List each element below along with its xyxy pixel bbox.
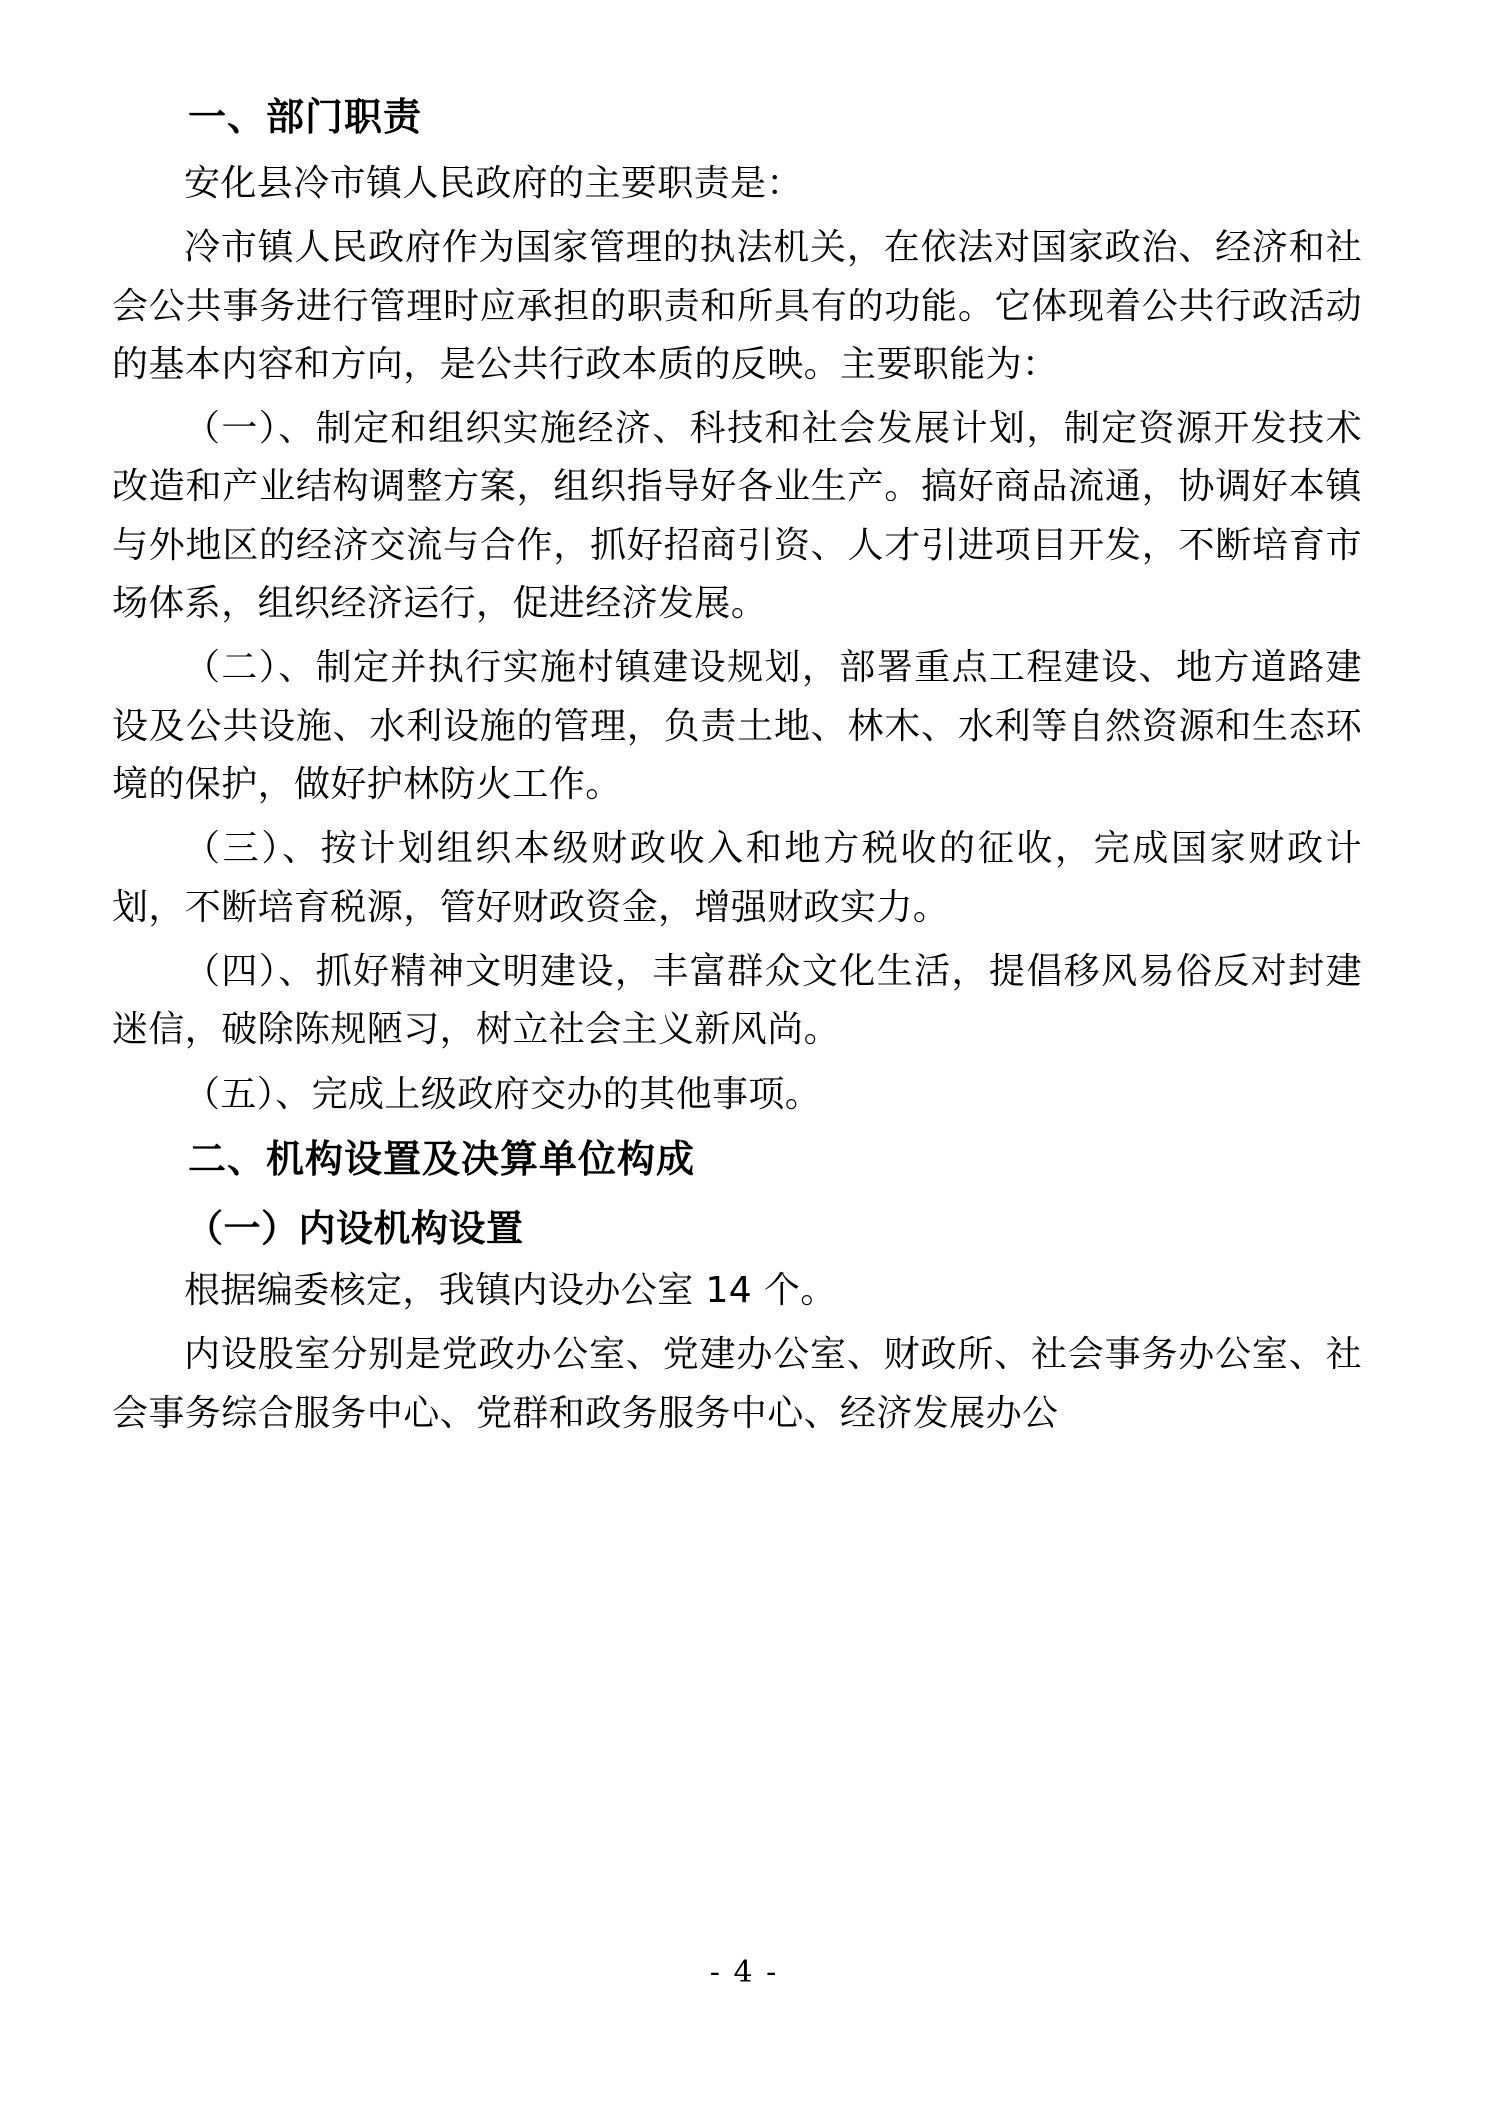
section-heading-duties: 一、部门职责 <box>188 95 423 139</box>
paragraph-office-list: 内设股室分别是党政办公室、党建办公室、财政所、社会事务办公室、社会事务综合服务中心、党群和政务服务中心、经济发展办公 <box>112 1334 1362 1434</box>
paragraph-item-3: （三）、按计划组织本级财政收入和地方税收的征收，完成国家财政计划，不断培育税源，管好财政资金，增强财政实力。 <box>112 828 1362 928</box>
paragraph-office-count: 根据编委核定，我镇内设办公室 14 个。 <box>184 1269 837 1311</box>
paragraph-item-4: （四）、抓好精神文明建设，丰富群众文化生活，提倡移风易俗反对封建迷信，破除陈规陋习，树立社会主义新风尚。 <box>112 950 1362 1051</box>
document-body <box>112 88 1362 1449</box>
subsection-heading-internal-departments: （一）内设机构设置 <box>186 1205 524 1250</box>
paragraph-item-5: （五）、完成上级政府交办的其他事项。 <box>184 1073 822 1115</box>
paragraph-intro: 安化县冷市镇人民政府的主要职责是： <box>184 162 803 204</box>
section-heading-organization: 二、机构设置及决算单位构成 <box>188 1136 696 1181</box>
paragraph-item-1: （一）、制定和组织实施经济、科技和社会发展计划，制定资源开发技术改造和产业结构调整方案，组织指导好各业生产。搞好商品流通，协调好本镇与外地区的经济交流与合作，抓好招商引资、人才引进项目开发，不断培育市场体系，组织经济运行，促进经济发展。 <box>112 408 1362 625</box>
paragraph-item-2: （二）、制定并执行实施村镇建设规划，部署重点工程建设、地方道路建设及公共设施、水利设施的管理，负责土地、林木、水利等自然资源和生态环境的保护，做好护林防火工作。 <box>112 647 1362 806</box>
paragraph-government-role: 冷市镇人民政府作为国家管理的执法机关，在依法对国家政治、经济和社会公共事务进行管理时应承担的职责和所具有的功能。它体现着公共行政活动的基本内容和方向，是公共行政本质的反映。主要职能为： <box>112 227 1362 385</box>
page-number: - 4 - <box>709 1955 779 1990</box>
